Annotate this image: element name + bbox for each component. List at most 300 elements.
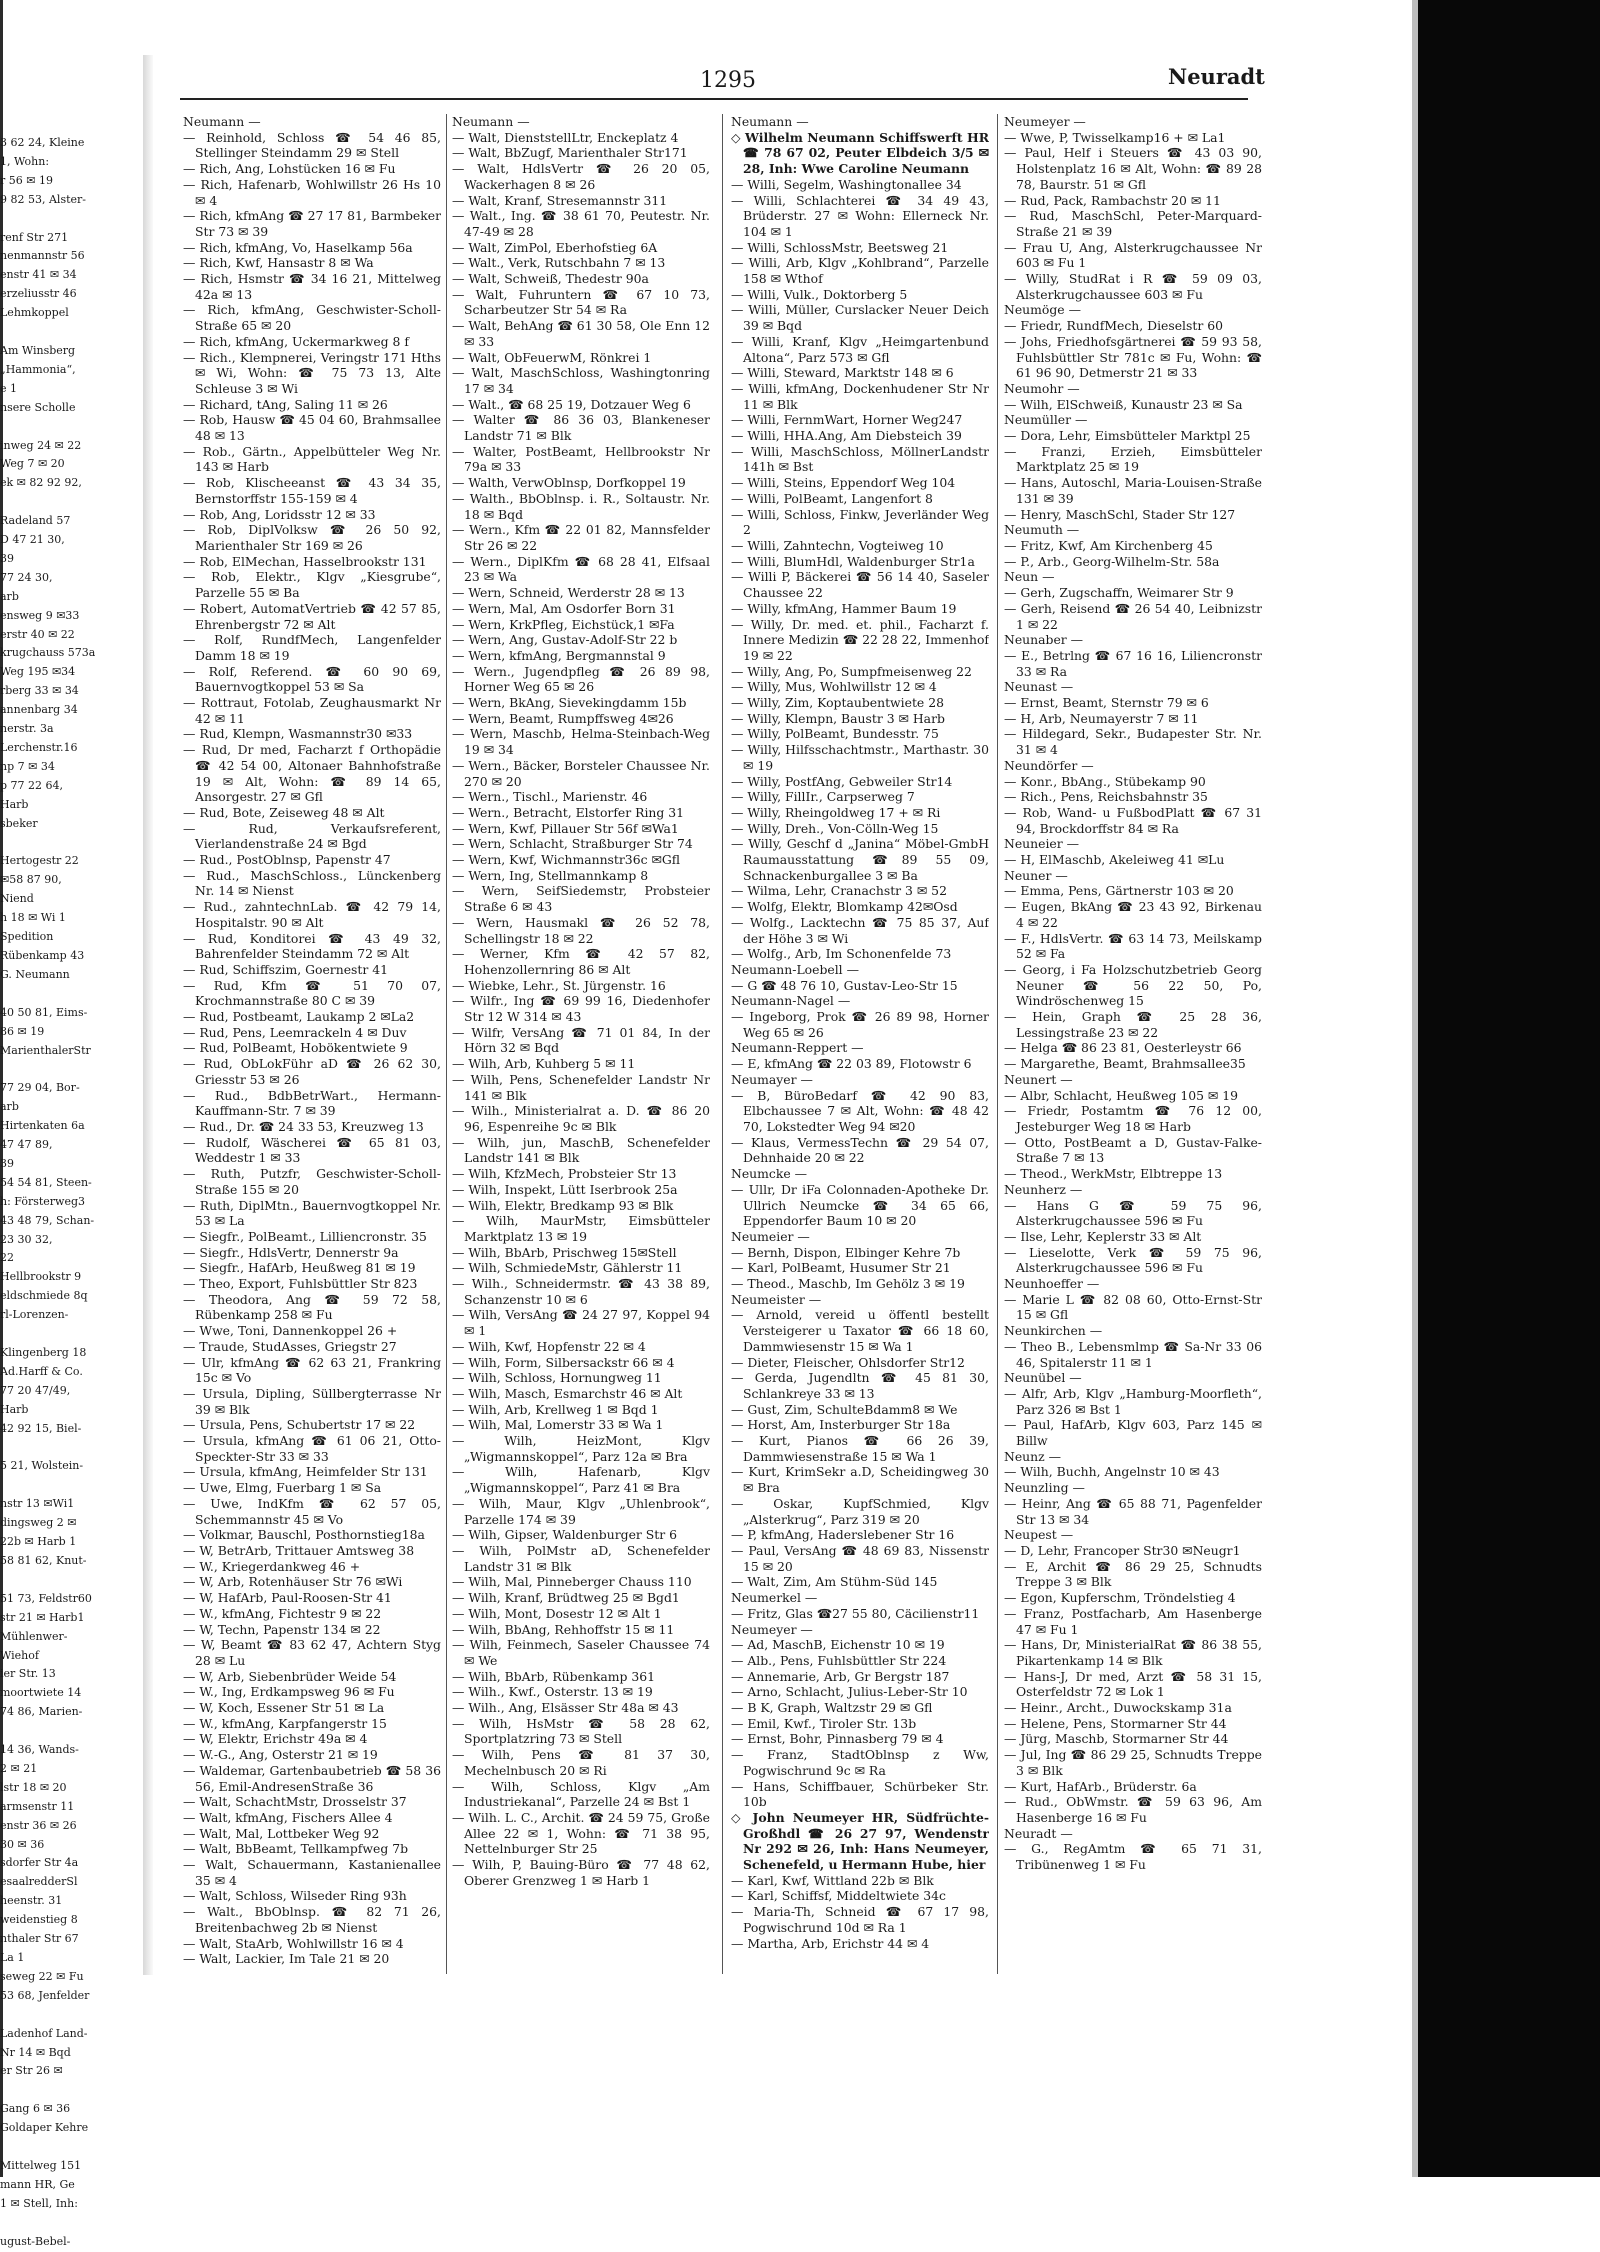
book-spine [143,55,153,1975]
directory-entry: — Emma, Pens, Gärtnerstr 103 ✉ 20 [1004,883,1234,899]
directory-entry: — Wilh, BbAng, Rehhoffstr 15 ✉ 11 [452,1621,675,1637]
directory-entry: — Rudolf, Wäscherei ☎ 65 81 03, Weddestr 1 ✉ 33 [183,1134,441,1166]
directory-entry: — Henry, MaschSchl, Stader Str 127 [1004,506,1236,522]
directory-entry: — Volkmar, Bauschl, Posthornstieg18a [183,1527,425,1543]
directory-entry: — E., Betrlng ☎ 67 16 16, Liliencronstr 33 ✉ Ra [1004,647,1262,679]
left-page-fragment: 53 68, Jenfelder [0,1988,90,2002]
left-page-fragment: Niend [0,892,34,906]
directory-entry: — Klaus, VermessTechn ☎ 29 54 07, Dehnhaide 20 ✉ 22 [731,1134,989,1166]
directory-entry: — Willy, Rheingoldweg 17 + ✉ Ri [731,804,941,820]
directory-entry: — P, kfmAng, Haderslebener Str 16 [731,1527,955,1543]
directory-entry: — Kurt, Pianos ☎ 66 26 39, Dammwiesenstraße 15 ✉ Wa 1 [731,1433,989,1464]
directory-entry: — Walt, SchachtMstr, Drosselstr 37 [183,1794,407,1810]
directory-entry: — W, Elektr, Erichstr 49a ✉ 4 [183,1731,368,1747]
directory-entry: — Rottraut, Fotolab, Zeughausmarkt Nr 42 ✉ 11 [183,695,441,726]
directory-entry: — Walt, StaArb, Wohlwillstr 16 ✉ 4 [183,1935,404,1951]
directory-entry: — Eugen, BkAng ☎ 23 43 92, Birkenau 4 ✉ 22 [1004,899,1262,930]
directory-entry: — Ursula, Pens, Schubertstr 17 ✉ 22 [183,1417,416,1433]
directory-entry: — Walt, BehAng ☎ 61 30 58, Ole Enn 12 ✉ 33 [452,318,710,349]
left-page-fragment: 40 50 81, Eims- [0,1005,88,1019]
directory-entry: — Rud, Bote, Zeiseweg 48 ✉ Alt [183,804,385,820]
directory-entry: — W.-G., Ang, Osterstr 21 ✉ 19 [183,1747,378,1763]
directory-entry: — Ingeborg, Prok ☎ 26 89 98, Horner Weg 65 ✉ 26 [731,1009,989,1040]
directory-entry: — Wern., Kfm ☎ 22 01 82, Mannsfelder Str 26 ✉ 22 [452,522,710,553]
directory-entry: — Wilh, HsMstr ☎ 58 28 62, Sportplatzring 73 ✉ Stell [452,1715,710,1747]
directory-entry: — Wwe, Toni, Dannenkoppel 26 + [183,1323,398,1339]
left-page-fragment: renf Str 271 [0,230,69,244]
directory-entry: — Wilh., Ministerialrat a. D. ☎ 86 20 96, Espenreihe 9c ✉ Blk [452,1103,710,1134]
scan-border-right [1418,0,1600,2177]
left-page-fragment: e 1 [0,381,18,395]
directory-entry: — Wwe, P, Twisselkamp16 + ✉ La1 [1004,129,1226,145]
left-page-fragment: p 77 22 64, [0,778,64,792]
directory-entry: — Rud, Dr med, Facharzt f Orthopädie ☎ 42 54 00, Altonaer Bahnhofstraße 19 ✉ Alt, Wohn: ☎ 89 14 65, Ansorgestr. 27 ✉ Gfl [183,742,441,805]
directory-entry: — Uwe, Elmg, Fuerbarg 1 ✉ Sa [183,1480,382,1496]
surname-heading: Neumeyer — [1004,114,1086,129]
directory-entry: — Rob., Gärtn., Appelbütteler Weg Nr. 143 ✉ Harb [183,443,441,475]
surname-heading: Neumuth — [1004,522,1080,538]
directory-entry: — Wilh, jun, MaschB, Schenefelder Landstr 141 ✉ Blk [452,1134,710,1166]
directory-entry: — Alb., Pens, Fuhlsbüttler Str 224 [731,1652,947,1668]
directory-entry: — Rud., Dr. ☎ 24 33 53, Kreuzweg 13 [183,1119,424,1134]
directory-entry: — W, HafArb, Paul-Roosen-Str 41 [183,1590,392,1606]
left-page-fragment: 58 81 62, Knut- [0,1553,87,1567]
directory-entry: — Wilh, Maur, Klgv „Uhlenbrook“, Parzelle 174 ✉ 39 [452,1495,710,1527]
directory-entry: — Uwe, IndKfm ☎ 62 57 05, Schemmannstr 45 ✉ Vo [183,1495,441,1527]
directory-entry: — Rich, Kwf, Hansastr 8 ✉ Wa [183,255,374,271]
directory-entry: — D, Lehr, Francoper Str30 ✉Neugr1 [1004,1542,1241,1558]
directory-column-2 [452,114,710,1888]
left-page-fragment: MarienthalerStr [0,1043,91,1057]
directory-entry: — Walt, Schloss, Wilseder Ring 93h [183,1888,407,1904]
directory-entry: — Lieselotte, Verk ☎ 59 75 96, Alsterkrugchaussee 596 ✉ Fu [1004,1244,1262,1276]
left-page-fragment: 43 48 79, Schan- [0,1213,95,1227]
directory-entry: — B, BüroBedarf ☎ 42 90 83, Elbchaussee 7 ✉ Alt, Wohn: ☎ 48 42 70, Lokstedter Weg 94 ✉20 [731,1087,989,1134]
left-page-fragment: rl-Lorenzen- [0,1308,69,1322]
directory-entry: — W, BetrArb, Trittauer Amtsweg 38 [183,1542,415,1558]
directory-entry: — Walt, MaschSchloss, Washingtonring 17 ✉ 34 [452,365,710,396]
left-page-fragment: Hertogestr 22 [0,854,79,868]
directory-entry: — Walt, Zim, Am Stühm-Süd 145 [731,1574,938,1590]
left-page-fragment: Lehmkoppel [0,306,69,320]
directory-entry: — W, Arb, Rotenhäuser Str 76 ✉Wi [183,1574,403,1590]
directory-entry: — Theo, Export, Fuhlsbüttler Str 823 [183,1276,418,1292]
directory-entry: — Emil, Kwf., Tiroler Str. 13b [731,1715,917,1731]
surname-heading: Neupest — [1004,1527,1074,1543]
directory-entry: — Rud, Schiffszim, Goernestr 41 [183,961,388,977]
directory-entry: — Rolf, RundfMech, Langenfelder Damm 18 ✉ 19 [183,632,441,663]
left-page-fragment: „Hammonia“, [0,362,76,376]
left-page-fragment [0,210,140,229]
left-page-fragment: ugust-Bebel- [0,2234,71,2248]
surname-heading: Neunast — [1004,679,1074,695]
directory-entry: — Wern, Schlacht, Straßburger Str 74 [452,836,693,852]
directory-entry: — Theodora, Ang ☎ 59 72 58, Rübenkamp 258 ✉ Fu [183,1291,441,1323]
directory-entry: — Ulr, kfmAng ☎ 62 63 21, Frankring 15c ✉ Vo [183,1354,441,1386]
directory-entry: — Kurt, HafArb., Brüderstr. 6a [1004,1778,1197,1794]
directory-entry: — Walt., BbOblnsp. ☎ 82 71 26, Breitenbachweg 2b ✉ Nienst [183,1904,441,1935]
directory-entry: — Rud., zahntechnLab. ☎ 42 79 14, Hospitalstr. 90 ✉ Alt [183,899,441,930]
directory-entry: — Wern, Kwf, Pillauer Str 56f ✉Wa1 [452,820,679,836]
directory-entry: — Franz, Postfacharb, Am Hasenberge 47 ✉ Fu 1 [1004,1605,1262,1637]
surname-heading: Neumann — [731,114,809,129]
left-page-fragment [0,418,140,437]
directory-entry: — Walt, BbZugf, Marienthaler Str171 [452,145,688,161]
directory-entry: — Gerda, Jugendltn ☎ 45 81 30, Schlankreye 33 ✉ 13 [731,1370,989,1401]
left-page-fragment: 9 82 53, Alster- [0,192,86,206]
directory-entry: — Wern., DiplKfm ☎ 68 28 41, Elfsaal 23 ✉ Wa [452,553,710,585]
left-page-fragment: Nr 14 ✉ Bqd [0,2045,71,2059]
surname-heading: Neunübel — [1004,1370,1082,1386]
left-page-fragment: np 7 ✉ 34 [0,759,55,773]
directory-entry: — Rich, Hsmstr ☎ 34 16 21, Mittelweg 42a ✉ 13 [183,271,441,302]
directory-entry: — Wilh, Masch, Esmarchstr 46 ✉ Alt [452,1385,683,1401]
directory-entry: — Albr, Schlacht, Heußweg 105 ✉ 19 [1004,1087,1239,1103]
directory-entry: — Rich, kfmAng, Vo, Haselkamp 56a [183,239,413,255]
surname-heading: Neumüller — [1004,412,1088,428]
directory-entry: — Jul, Ing ☎ 86 29 25, Schnudts Treppe 3 ✉ Blk [1004,1747,1262,1778]
left-page-fragment: 77 20 47/49, [0,1383,71,1397]
left-page-fragment: Weg 7 ✉ 20 [0,457,65,471]
left-page-fragment: ek ✉ 82 92 92, [0,476,82,490]
left-page-fragment: Wiehof [0,1648,39,1662]
directory-entry: — Walter ☎ 86 36 03, Blankeneser Landstr 71 ✉ Blk [452,412,710,444]
left-page-fragment: nerstr. 3a [0,722,54,736]
left-page-fragment: eldschmiede 8q [0,1289,88,1303]
directory-entry: — Rud, PolBeamt, Hobökentwiete 9 [183,1040,408,1056]
left-page-fragment: Spedition [0,930,54,944]
directory-entry: — Wilh, Mont, Dosestr 12 ✉ Alt 1 [452,1605,662,1621]
directory-entry: — Wern, Schneid, Werderstr 28 ✉ 13 [452,585,685,601]
directory-column-3 [731,114,989,1951]
directory-entry: — Rich, Hafenarb, Wohlwillstr 26 Hs 10 ✉ 4 [183,176,441,208]
directory-entry: — P., Arb., Georg-Wilhelm-Str. 58a [1004,553,1220,569]
directory-entry: — Werner, Kfm ☎ 42 57 82, Hohenzollernring 86 ✉ Alt [452,946,710,977]
left-page-fragment: 23 30 32, [0,1232,53,1246]
directory-entry: — Wern, BkAng, Sievekingdamm 15b [452,695,687,711]
directory-entry: — W., Kriegerdankweg 46 + [183,1558,361,1574]
directory-entry: — Wilh, Kranf, Brüdtweg 25 ✉ Bgd1 [452,1590,680,1606]
directory-entry: — Ad, MaschB, Eichenstr 10 ✉ 19 [731,1637,945,1653]
left-page-fragment: weidenstieg 8 [0,1913,78,1927]
directory-entry: — Rud, Kfm ☎ 51 70 07, Krochmannstraße 80 C ✉ 39 [183,977,441,1009]
surname-heading: Neuner — [1004,867,1068,883]
directory-entry: — Rob, ElMechan, Hasselbrookstr 131 [183,553,427,569]
left-page-fragment: 47 47 89, [0,1138,53,1152]
directory-entry: — H, ElMaschb, Akeleiweg 41 ✉Lu [1004,852,1225,868]
directory-entry: — Wilh, Pens, Schenefelder Landstr Nr 141 ✉ Blk [452,1071,710,1103]
directory-entry: — Willi, Segelm, Washingtonallee 34 [731,176,962,192]
surname-heading: Neunz — [1004,1448,1061,1464]
directory-entry: — Arnold, vereid u öffentl bestellt Versteigerer u Taxator ☎ 66 18 60, Dammwiesenstr 15 ✉ Wa 1 [731,1307,989,1354]
directory-entry: — Hans G ☎ 59 75 96, Alsterkrugchaussee 596 ✉ Fu [1004,1197,1262,1229]
directory-entry: — Rob, Wand- u FußbodPlatt ☎ 67 31 94, Brockdorffstr 84 ✉ Ra [1004,804,1262,836]
directory-entry: — Wilfr., Ing ☎ 69 99 16, Diedenhofer Str 12 W 314 ✉ 43 [452,993,710,1025]
directory-entry: — W, Beamt ☎ 83 62 47, Achtern Styg 28 ✉ Lu [183,1637,441,1668]
left-page-fragment [0,2138,140,2157]
directory-entry: — Traude, StudAsses, Griegstr 27 [183,1338,397,1354]
directory-entry: — Rich., Pens, Reichsbahnstr 35 [1004,789,1208,805]
directory-entry: — Wilh, BbArb, Prischweg 15✉Stell [452,1244,677,1260]
directory-entry: — Rolf, Referend. ☎ 60 90 69, Bauernvogtkoppel 53 ✉ Sa [183,663,441,695]
left-page-fragment: nthaler Str 67 [0,1932,79,1946]
left-page-fragment: sbeker [0,816,38,830]
left-page-fragment: G. Neumann [0,967,70,981]
left-page-fragment: h 18 ✉ Wi 1 [0,911,66,925]
directory-entry: — Willi, Müller, Curslacker Neuer Deich 39 ✉ Bqd [731,302,989,334]
directory-entry: — Walt, BbBeamt, Tellkampfweg 7b [183,1841,409,1857]
directory-entry: — Wilh, MaurMstr, Eimsbütteler Marktplatz 13 ✉ 19 [452,1213,710,1244]
left-page-fragment: 74 86, Marien- [0,1705,83,1719]
left-page-fragment: 3 62 24, Kleine [0,136,85,149]
directory-entry: — Walt, Fuhruntern ☎ 67 10 73, Scharbeutzer Str 54 ✉ Ra [452,286,710,318]
directory-entry: — Konr., BbAng., Stübekamp 90 [1004,773,1206,789]
directory-entry: — Ruth, DiplMtn., Bauernvogtkoppel Nr. 53 ✉ La [183,1197,441,1229]
directory-entry: — Willi, MaschSchloss, MöllnerLandstr 141h ✉ Bst [731,443,989,475]
facing-page-fragments [0,134,140,2252]
directory-entry: — Willi, Schlachterei ☎ 34 49 43, Brüderstr. 27 ✉ Wohn: Ellerneck Nr. 104 ✉ 1 [731,192,989,239]
directory-entry: — Rud, Verkaufsreferent, Vierlandenstraße 24 ✉ Bgd [183,820,441,852]
directory-entry: — Walt., Ing. ☎ 38 61 70, Peutestr. Nr. 47-49 ✉ 28 [452,208,710,239]
directory-entry: — Heinr., Archt., Duwockskamp 31a [1004,1700,1232,1716]
directory-entry: — Annemarie, Arb, Gr Bergstr 187 [731,1668,950,1684]
directory-entry: — W., kfmAng, Fichtestr 9 ✉ 22 [183,1605,382,1621]
surname-heading: Neumeister — [731,1291,822,1307]
surname-heading: Neumann — [183,114,261,129]
directory-entry: — Wern, KrkPfleg, Eichstück,1 ✉Fa [452,616,675,632]
directory-entry: — Hans, Dr, MinisterialRat ☎ 86 38 55, Pikartenkamp 14 ✉ Blk [1004,1637,1262,1668]
left-page-fragment [0,985,140,1004]
directory-entry: — Wern., Bäcker, Borsteler Chaussee Nr. 270 ✉ 20 [452,757,710,789]
directory-entry: — B K, Graph, Waltzstr 29 ✉ Gfl [731,1700,933,1716]
directory-entry: — Rob, DiplVolksw ☎ 26 50 92, Marienthaler Str 169 ✉ 26 [183,522,441,553]
directory-entry: — Wilh, Mal, Lomerstr 33 ✉ Wa 1 [452,1417,664,1433]
directory-entry: — Willi, FernmWart, Horner Weg247 [731,412,963,428]
directory-entry: — Marie L ☎ 82 08 60, Otto-Ernst-Str 15 ✉ Gfl [1004,1291,1262,1323]
left-page-fragment: 77 24 30, [0,570,53,584]
left-page-fragment: 30 ✉ 36 [0,1837,45,1851]
surname-heading: Neumayer — [731,1071,813,1087]
surname-heading: Neumann-Nagel — [731,993,851,1009]
directory-entry: — G ☎ 48 76 10, Gustav-Leo-Str 15 [731,977,958,993]
left-page-fragment: Ladenhof Land- [0,2026,88,2040]
left-page-fragment: enstr 41 ✉ 34 [0,268,77,282]
directory-entry: — Wern, Ang, Gustav-Adolf-Str 22 b [452,632,678,648]
surname-heading: Neunhoeffer — [1004,1276,1100,1292]
left-page-fragment: arb [0,1100,19,1114]
directory-entry: — Wilh, Mal, Pinneberger Chauss 110 [452,1574,692,1590]
directory-entry: — Theo B., Lebensmlmp ☎ Sa-Nr 33 06 46, Spitalerstr 11 ✉ 1 [1004,1338,1262,1370]
directory-entry: — Wilh., Ang, Elsässer Str 48a ✉ 43 [452,1700,679,1716]
surname-heading: Neunkirchen — [1004,1323,1103,1339]
directory-entry: — Hildegard, Sekr., Budapester Str. Nr. 31 ✉ 4 [1004,726,1262,758]
directory-entry: — Wilh, Schloss, Klgv „Am Industriekanal“, Parzelle 24 ✉ Bst 1 [452,1778,710,1810]
directory-entry: — Wilh, Arb, Kuhberg 5 ✉ 11 [452,1056,636,1072]
directory-entry: — Wolfg., Arb, Im Schonenfelde 73 [731,946,952,962]
directory-entry: — Rud, MaschSchl, Peter-Marquard-Straße 21 ✉ 39 [1004,208,1262,239]
left-page-fragment: 77 29 04, Bor- [0,1081,80,1095]
directory-entry: — Wilh., Kwf., Osterstr. 13 ✉ 19 [452,1684,653,1700]
directory-entry: — Walth, VerwOblnsp, Dorfkoppel 19 [452,475,686,491]
left-page-fragment: Weg 195 ✉34 [0,665,76,679]
directory-entry: — Wilh, KfzMech, Probsteier Str 13 [452,1166,677,1182]
left-page-fragment [0,1325,140,1344]
directory-entry: — Wilh, Feinmech, Saseler Chaussee 74 ✉ We [452,1637,710,1668]
left-page-fragment: Gang 6 ✉ 36 [0,2102,71,2116]
directory-entry: — Walter, PostBeamt, Hellbrookstr Nr 79a ✉ 33 [452,443,710,475]
directory-entry: — Willy, PolBeamt, Bundesstr. 75 [731,726,939,742]
directory-entry: — Wern, Mal, Am Osdorfer Born 31 [452,600,676,616]
directory-entry: — Wilh, Pens ☎ 81 37 30, Mechelnbusch 20 ✉ Ri [452,1747,710,1778]
surname-heading: Neumcke — [731,1166,808,1182]
directory-entry: — Helene, Pens, Stormarner Str 44 [1004,1715,1227,1731]
directory-entry: — Wern, Kwf, Wichmannstr36c ✉Gfl [452,852,680,868]
left-page-fragment [0,2214,140,2233]
directory-entry: — Theod., WerkMstr, Elbtreppe 13 [1004,1166,1223,1182]
directory-entry: — Dora, Lehr, Eimsbütteler Marktpl 25 [1004,428,1251,444]
left-page-fragment: sdorfer Str 4a [0,1856,79,1870]
left-page-fragment [0,1060,140,1079]
directory-entry: — Friedr, Postamtm ☎ 76 12 00, Jesteburger Weg 18 ✉ Harb [1004,1103,1262,1134]
directory-entry: — Wilh, SchmiedeMstr, Gählerstr 11 [452,1260,683,1276]
directory-entry: — Alfr, Arb, Klgv „Hamburg-Moorfleth“, Parz 326 ✉ Bst 1 [1004,1385,1262,1417]
left-page-fragment: 1 ✉ Stell, Inh: [0,2196,78,2210]
directory-entry: — Waldemar, Gartenbaubetrieb ☎ 58 36 56, Emil-AndresenStraße 36 [183,1762,441,1794]
directory-entry: — Walt, kfmAng, Fischers Allee 4 [183,1809,393,1825]
directory-entry: — Wilh, Kwf, Hopfenstr 22 ✉ 4 [452,1338,646,1354]
directory-entry: — F., HdlsVertr. ☎ 63 14 73, Meilskamp 52 ✉ Fa [1004,930,1262,962]
left-page-fragment: esaalredderSl [0,1875,78,1889]
left-page-fragment: str 21 ✉ Harb1 [0,1610,85,1624]
directory-entry: — Bernh, Dispon, Elbinger Kehre 7b [731,1244,961,1260]
left-page-fragment: Harb [0,1402,29,1416]
directory-entry: — Ursula, kfmAng ☎ 61 06 21, Otto-Speckter-Str 33 ✉ 33 [183,1433,441,1464]
left-page-fragment [0,1476,140,1495]
left-page-fragment [0,1722,140,1741]
directory-entry: — Robert, AutomatVertrieb ☎ 42 57 85, Ehrenbergstr 72 ✉ Alt [183,600,441,632]
directory-entry: ◇ Wilhelm Neumann Schiffswerft HR ☎ 78 67 02, Peuter Elbdeich 3/5 ✉ 28, Inh: Wwe Caroline Neumann [731,129,989,177]
directory-entry: — Rob, Elektr., Klgv „Kiesgrube“, Parzelle 55 ✉ Ba [183,569,441,601]
directory-entry: — Jürg, Maschb, Stormarner Str 44 [1004,1731,1229,1747]
left-page-fragment: ensweg 9 ✉33 [0,608,80,622]
left-page-fragment [0,1439,140,1458]
column-divider [997,114,998,1974]
directory-entry: — Rud, Pens, Leemrackeln 4 ✉ Duv [183,1024,407,1040]
surname-heading: Neumeyer — [731,1621,813,1637]
left-page-fragment: lstr 18 ✉ 20 [0,1780,67,1794]
directory-entry: — Franzi, Erzieh, Eimsbütteler Marktplatz 25 ✉ 19 [1004,443,1262,475]
directory-entry: — Walt, Mal, Lottbeker Weg 92 [183,1825,380,1841]
directory-entry: — Ursula, kfmAng, Heimfelder Str 131 [183,1464,428,1480]
left-page-fragment: enstr 36 ✉ 26 [0,1818,77,1832]
left-page-fragment: Hirtenkaten 6a [0,1119,85,1133]
directory-column-1 [183,114,441,1967]
directory-entry: — Theod., Maschb, Im Gehölz 3 ✉ 19 [731,1276,965,1292]
directory-entry: — Hein, Graph ☎ 25 28 36, Lessingstraße 23 ✉ 22 [1004,1009,1262,1040]
directory-entry: — Wilh, Form, Silbersackstr 66 ✉ 4 [452,1354,675,1370]
left-page-fragment: moortwiete 14 [0,1686,82,1700]
directory-entry: — Wilh. L. C., Archit. ☎ 24 59 75, Große Allee 22 ✉ 1, Wohn: ☎ 71 38 95, Nettelnburger Str 25 [452,1809,710,1857]
directory-entry: — W., Ing, Erdkampsweg 96 ✉ Fu [183,1684,395,1700]
directory-entry: — Walt, Lackier, Im Tale 21 ✉ 20 [183,1951,390,1967]
left-page-fragment: nstr 13 ✉Wi1 [0,1497,75,1511]
directory-entry: — Egon, Kupferschm, Tröndelstieg 4 [1004,1590,1236,1606]
left-page-fragment: Am Winsberg [0,343,76,357]
left-page-fragment: Lerchenstr.16 [0,741,78,754]
left-page-fragment: 86 ✉ 19 [0,1024,45,1038]
left-page-fragment: ier Str. 13 [0,1667,56,1681]
directory-entry: — Rud, Konditorei ☎ 43 49 32, Bahrenfelder Steindamm 72 ✉ Alt [183,930,441,962]
directory-entry: — E, kfmAng ☎ 22 03 89, Flotowstr 6 [731,1056,972,1072]
directory-entry: — Walt., Verk, Rutschbahn 7 ✉ 13 [452,255,666,271]
directory-entry: — Willi, kfmAng, Dockenhudener Str Nr 11 ✉ Blk [731,380,989,412]
directory-entry: — Wern, Maschb, Helma-Steinbach-Weg 19 ✉ 34 [452,726,710,758]
directory-entry: — Rich, kfmAng, Uckermarkweg 8 f [183,333,409,349]
directory-entry: — Siegfr., HdlsVertr, Dennerstr 9a [183,1244,399,1260]
directory-entry: — Wilh, Buchh, Angelnstr 10 ✉ 43 [1004,1464,1220,1480]
directory-entry: — Wern, Hausmakl ☎ 26 52 78, Schellingstr 18 ✉ 22 [452,914,710,946]
directory-entry: ◇ John Neumeyer HR, Südfrüchte-Großhdl ☎ 26 27 97, Wendenstr Nr 292 ✉ 26, Inh: Hans Neumeyer, Schenefeld, u Hermann Hube, hier [731,1809,989,1873]
directory-entry: — Willy, Dreh., Von-Cölln-Weg 15 [731,820,939,836]
directory-entry: — Reinhold, Schloss ☎ 54 46 85, Stellinger Steindamm 29 ✉ Stell [183,129,441,161]
directory-entry: — Kurt, KrimSekr a.D, Scheidingweg 30 ✉ Bra [731,1464,989,1496]
directory-entry: — Rich, Ang, Lohstücken 16 ✉ Fu [183,161,396,177]
left-page-fragment [0,2006,140,2025]
directory-entry: — Walt, ZimPol, Eberhofstieg 6A [452,239,658,255]
directory-entry: — Willi, Zahntechn, Vogteiweg 10 [731,537,944,553]
directory-entry: — Willi, PolBeamt, Langenfort 8 [731,490,933,506]
left-page-fragment: Goldaper Kehre [0,2121,89,2135]
directory-entry: — Wolfg, Elektr, Blomkamp 42✉Osd [731,899,958,915]
surname-heading: Neumann — [452,114,530,129]
left-page-fragment: 42 92 15, Biel- [0,1421,82,1435]
left-page-fragment [0,2081,140,2100]
directory-entry: — Willi, SchlossMstr, Beetsweg 21 [731,239,949,255]
left-page-fragment: Radeland 57 [0,514,71,528]
left-page-fragment: seweg 22 ✉ Fu [0,1969,84,1983]
surname-heading: Neumann-Reppert — [731,1040,864,1056]
left-page-fragment [0,1571,140,1590]
directory-entry: — Paul, HafArb, Klgv 603, Parz 145 ✉ Billw [1004,1417,1262,1449]
left-page-fragment: Hellbrookstr 9 [0,1270,82,1284]
directory-entry: — Rud., ObWmstr. ☎ 59 63 96, Am Hasenberge 16 ✉ Fu [1004,1794,1262,1825]
directory-entry: — Wilh, Arb, Krellweg 1 ✉ Bqd 1 [452,1401,659,1417]
left-page-fragment: 5 21, Wolstein- [0,1459,84,1473]
directory-entry: — Paul, VersAng ☎ 48 69 83, Nissenstr 15 ✉ 20 [731,1542,989,1574]
column-divider [722,114,723,1974]
directory-entry: — Ruth, Putzfr, Geschwister-Scholl-Straße 155 ✉ 20 [183,1166,441,1197]
directory-entry: — Walth., BbOblnsp. i. R., Soltaustr. Nr. 18 ✉ Bqd [452,490,710,522]
surname-heading: Neumohr — [1004,380,1080,396]
directory-entry: — Willi, Schloss, Finkw, Jeverländer Weg 2 [731,506,989,538]
directory-entry: — Karl, PolBeamt, Husumer Str 21 [731,1260,951,1276]
directory-entry: — Johs, Friedhofsgärtnerei ☎ 59 93 58, Fuhlsbüttler Str 781c ✉ Fu, Wohn: ☎ 61 96 90, Detmerstr 21 ✉ 33 [1004,333,1262,381]
directory-entry: — Wiebke, Lehr., St. Jürgenstr. 16 [452,977,666,993]
directory-column-4 [1004,114,1262,1873]
directory-entry: — Siegfr., HafArb, Heußweg 81 ✉ 19 [183,1260,416,1276]
left-page-fragment: ✉58 87 90, [0,873,62,887]
directory-entry: — Rob, Ang, Loridsstr 12 ✉ 33 [183,506,376,522]
directory-entry: — Willi P, Bäckerei ☎ 56 14 40, Saseler Chaussee 22 [731,569,989,601]
directory-entry: — Frau U, Ang, Alsterkrugchaussee Nr 603 ✉ Fu 1 [1004,239,1262,271]
left-page-fragment: 1, Wohn: [0,154,50,168]
directory-entry: — W, Techn, Papenstr 134 ✉ 22 [183,1621,381,1637]
directory-entry: — Gerh, Zugschaffn, Weimarer Str 9 [1004,585,1234,601]
left-page-fragment: r 56 ✉ 19 [0,173,53,187]
left-page-fragment: 54 54 81, Steen- [0,1175,92,1189]
directory-entry: — Walt, HdlsVertr ☎ 26 20 05, Wackerhagen 8 ✉ 26 [452,161,710,192]
directory-entry: — Willy, Dr. med. et. phil., Facharzt f. Innere Medizin ☎ 22 28 22, Immenhof 19 ✉ 22 [731,616,989,663]
